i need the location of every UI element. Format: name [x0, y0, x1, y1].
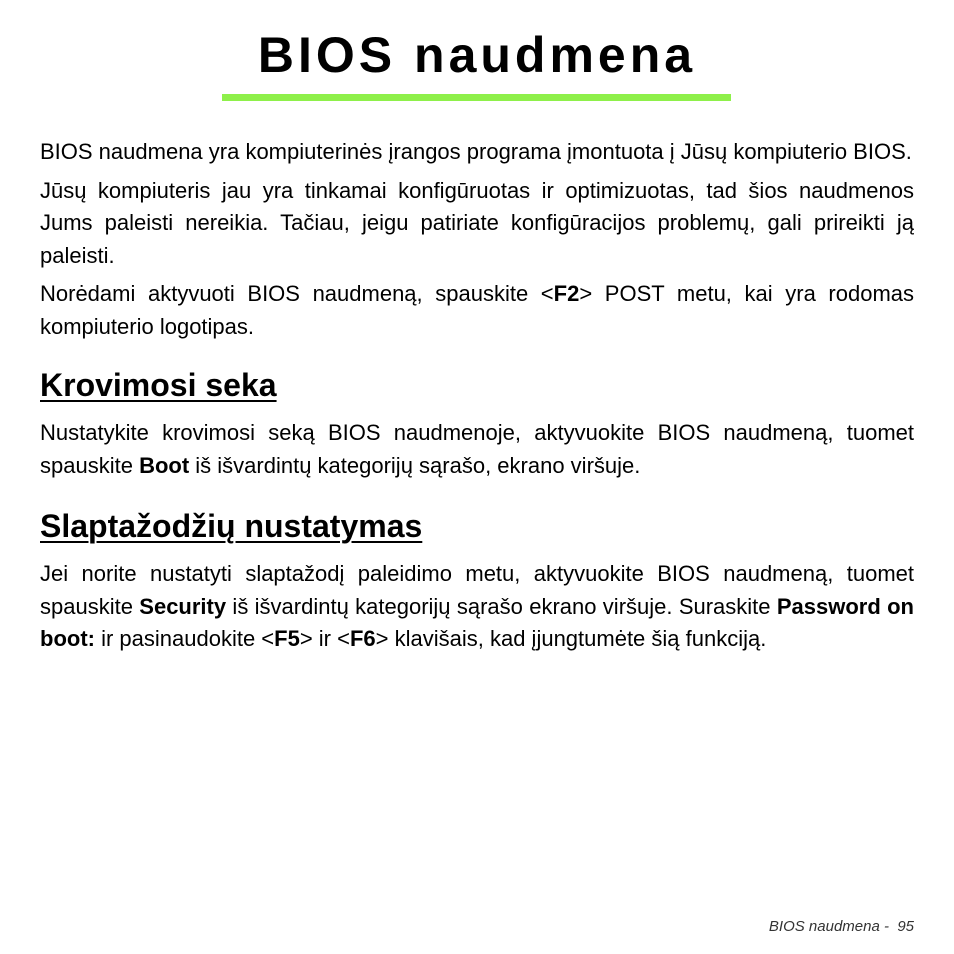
- password-text-4: > ir <: [299, 626, 350, 651]
- key-f5: F5: [274, 626, 300, 651]
- footer-section-name: BIOS naudmena -: [768, 918, 898, 935]
- boot-text-after: iš išvardintų kategorijų sąrašo, ekrano viršuje.: [189, 452, 641, 478]
- intro-paragraph-3: [40, 278, 914, 343]
- password-text-2: iš išvardintų kategorijų sąrašo ekrano viršuje. Suraskite: [226, 593, 777, 619]
- boot-label: Boot: [139, 452, 190, 478]
- title-underline-bar: [222, 94, 731, 101]
- password-section-paragraph: [40, 558, 914, 656]
- page-footer: [769, 918, 914, 935]
- page-title: BIOS naudmena: [257, 27, 697, 83]
- security-label: Security: [139, 593, 227, 619]
- intro-paragraph-2: Jūsų kompiuteris jau yra tinkamai konfigūruotas ir optimizuotas, tad šios naudmenos Jums paleisti nereikia. Tačiau, jeigu patiriate konfigūracijos problemų, gali prireikti ją paleisti.: [40, 177, 914, 268]
- password-section: [40, 506, 914, 656]
- page-content: [40, 136, 914, 662]
- password-section-heading: Slaptažodžių nustatymas: [40, 508, 423, 544]
- password-text-3: ir pasinaudokite <: [94, 626, 275, 651]
- password-on-boot-label: Password on boot:: [40, 593, 914, 651]
- intro-p3-text-before: Norėdami aktyvuoti BIOS naudmeną, spauskite <: [40, 281, 554, 306]
- boot-section-heading: Krovimosi seka: [40, 367, 277, 403]
- intro-paragraph-1: BIOS naudmena yra kompiuterinės įrangos programa įmontuota į Jūsų kompiuterio BIOS.: [40, 139, 912, 164]
- footer-page-number: 95: [897, 918, 914, 935]
- intro-p3-text-after: > POST metu, kai yra rodomas kompiuterio logotipas.: [40, 281, 914, 339]
- boot-section: [40, 365, 914, 482]
- boot-text-before: Nustatykite krovimosi seką BIOS naudmenoje, aktyvuokite BIOS naudmeną, tuomet spauskite: [40, 420, 914, 478]
- key-f6: F6: [349, 626, 376, 651]
- key-f2: F2: [553, 281, 580, 306]
- password-text-5: > klavišais, kad įjungtumėte šią funkciją.: [375, 626, 767, 651]
- boot-section-paragraph: [40, 417, 914, 482]
- password-text-1: Jei norite nustatyti slaptažodį paleidimo metu, aktyvuokite BIOS naudmeną, tuomet spauskite: [40, 561, 914, 619]
